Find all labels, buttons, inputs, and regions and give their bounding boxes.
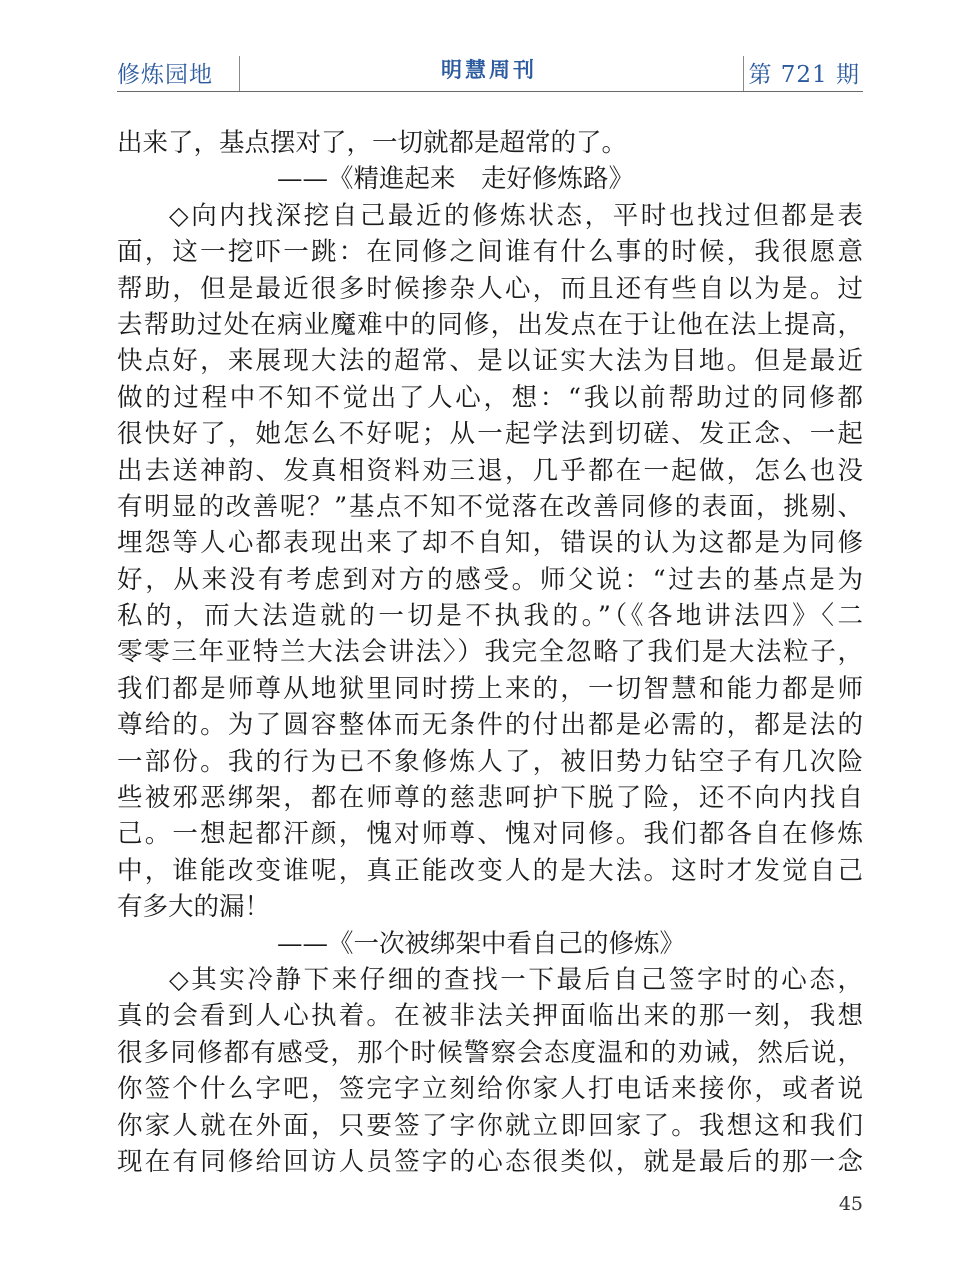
- text-line: 埋怨等人心都表现出来了却不自知，错误的认为这都是为同修: [117, 528, 863, 559]
- text-line: 出来了，基点摆对了，一切就都是超常的了。: [117, 128, 628, 158]
- text-line: 零零三年亚特兰大法会讲法〉）我完全忽略了我们是大法粒子，: [117, 637, 863, 668]
- text-line: 帮助，但是最近很多时候掺杂人心，而且还有些自以为是。过: [117, 273, 863, 304]
- text-line: 些被邪恶绑架，都在师尊的慈悲呵护下脱了险，还不向内找自: [117, 783, 863, 814]
- text-line: 有多大的漏！: [117, 892, 271, 923]
- text-line: 中，谁能改变谁呢，真正能改变人的是大法。这时才发觉自己: [117, 855, 863, 886]
- publication-title: 明慧周刊: [441, 58, 537, 82]
- text-line: 很快好了，她怎么不好呢；从一起学法到切磋、发正念、一起: [117, 419, 863, 450]
- text-line: 尊给的。为了圆容整体而无条件的付出都是必需的，都是法的: [117, 710, 863, 741]
- text-line: 做的过程中不知不觉出了人心，想：“我以前帮助过的同修都: [117, 382, 863, 413]
- text-line: 真的会看到人心执着。在被非法关押面临出来的那一刻，我想: [117, 1001, 863, 1032]
- text-line: 我们都是师尊从地狱里同时捞上来的，一切智慧和能力都是师: [117, 673, 863, 704]
- text-line: 面，这一挖吓一跳：在同修之间谁有什么事的时候，我很愿意: [117, 237, 863, 268]
- text-line: 现在有同修给回访人员签字的心态很类似，就是最后的那一念: [117, 1146, 863, 1177]
- issue-number: 第 721 期: [748, 62, 860, 88]
- text-line: 有明显的改善呢？”基点不知不觉落在改善同修的表面，挑剔、: [117, 491, 863, 522]
- text-line: 一部份。我的行为已不象修炼人了，被旧势力钻空子有几次险: [117, 746, 863, 777]
- source-attribution: ——《精進起来 走好修炼路》: [277, 164, 635, 195]
- text-line: 己。一想起都汗颜，愧对师尊、愧对同修。我们都各自在修炼: [117, 819, 863, 850]
- header-divider-right: [743, 56, 744, 91]
- source-attribution: ——《一次被绑架中看自己的修炼》: [277, 928, 686, 959]
- text-line: 去帮助过处在病业魔难中的同修，出发点在于让他在法上提高，: [117, 309, 863, 340]
- text-line: 私的，而大法造就的一切是不执我的。”（《各地讲法四》〈二: [117, 601, 863, 632]
- text-line: ◇向内找深挖自己最近的修炼状态，平时也找过但都是表: [169, 200, 863, 231]
- header-rule: [117, 91, 863, 92]
- text-line: 你家人就在外面，只要签了字你就立即回家了。我想这和我们: [117, 1110, 863, 1141]
- text-line: 快点好，来展现大法的超常、是以证实大法为目地。但是最近: [117, 346, 863, 377]
- article-body: [117, 125, 863, 1180]
- text-line: ◇其实冷静下来仔细的查找一下最后自己签字时的心态，: [169, 964, 863, 995]
- text-line: 你签个什么字吧，签完字立刻给你家人打电话来接你，或者说: [117, 1074, 863, 1105]
- section-title: 修炼园地: [117, 62, 213, 88]
- text-line: 好，从来没有考虑到对方的感受。师父说：“过去的基点是为: [117, 564, 863, 595]
- text-line: 很多同修都有感受，那个时候警察会态度温和的劝诫，然后说，: [117, 1037, 863, 1068]
- text-line: 出去送神韵、发真相资料劝三退，几乎都在一起做，怎么也没: [117, 455, 863, 486]
- page-number: 45: [838, 1193, 863, 1215]
